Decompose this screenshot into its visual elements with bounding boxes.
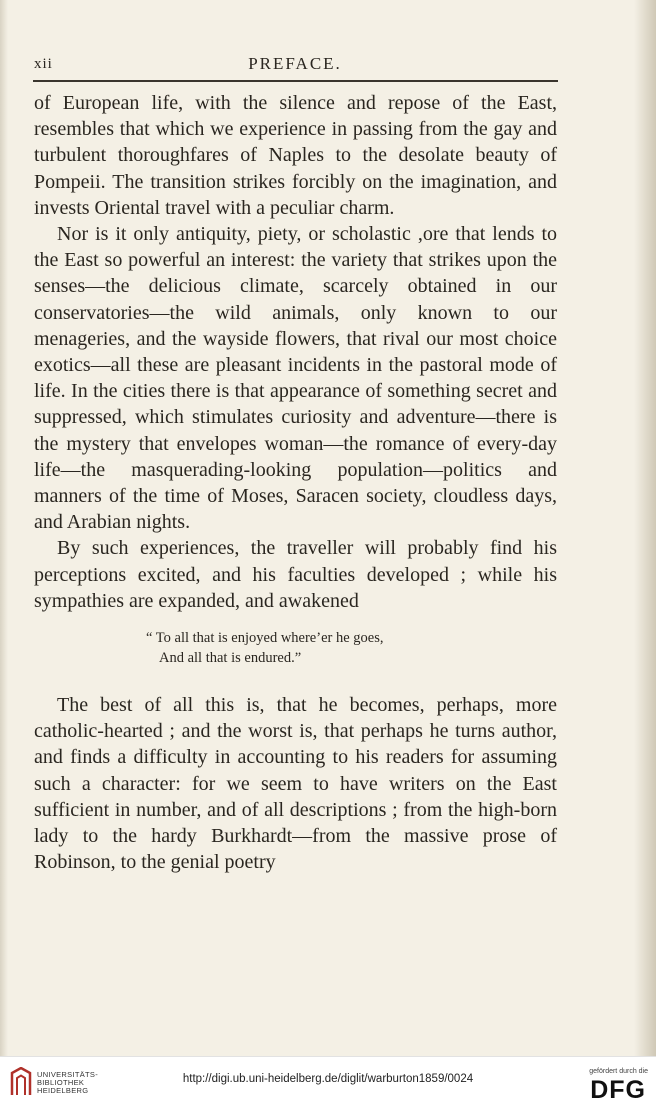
verse-line: “ To all that is enjoyed where’er he goes, — [146, 630, 384, 647]
running-head — [34, 54, 556, 76]
header-rule — [33, 80, 558, 82]
library-name: UNIVERSITÄTS- BIBLIOTHEK HEIDELBERG — [37, 1070, 98, 1095]
verse-line: And all that is endured.” — [159, 650, 302, 667]
page-gutter-shadow-right — [634, 0, 656, 1056]
verse-quotation — [34, 628, 557, 668]
viewer-footer — [0, 1056, 656, 1107]
dfg-logo[interactable]: DFG — [590, 1076, 646, 1104]
page-number: xii — [34, 56, 53, 72]
sponsor-caption: gefördert durch die — [589, 1068, 648, 1075]
paragraph: Nor is it only antiquity, piety, or scholastic ,ore that lends to the East so powerful an interest: the variety that strikes upon the senses—the delicious climate, scarcely obtained in our conservatories—the wild animals, only known to our menageries, and the wayside flowers, that rival our most choice exotics—all these are pleasant incidents in the pastoral mode of life. In the cities there is that appearance of something secret and suppressed, which stimulates curiosity and adventure—there is the mystery that envelopes woman—the romance of every-day life—the masquerading-looking population—politics and manners of the time of Moses, Saracen society, cloudless days, and Arabian nights. — [34, 223, 557, 534]
running-head-title: PREFACE. — [248, 54, 342, 73]
permalink-url[interactable]: http://digi.ub.uni-heidelberg.de/diglit/warburton1859/0024 — [182, 1073, 474, 1085]
paragraph: The best of all this is, that he becomes, perhaps, more catholic-hearted ; and the worst is, that perhaps he turns author, and finds a difficulty in accounting to his readers for assuming such a character: for we seem to have writers on the East sufficient in number, and of all descriptions ; from the high-born lady to the hardy Burkhardt—from the massive prose of Robinson, to the genial poetry — [34, 694, 557, 874]
paragraph: By such experiences, the traveller will probably find his perceptions excited, and his faculties developed ; while his sympathies are expanded, and awakened — [34, 537, 557, 612]
page-gutter-shadow-left — [0, 0, 8, 1056]
paragraph-continued: of European life, with the silence and repose of the East, resembles that which we experience in passing from the gay and turbulent thoroughfares of Naples to the desolate beauty of Pompeii. The transition strikes forcibly on the imagination, and invests Oriental travel with a peculiar charm. — [34, 92, 557, 219]
body-text — [34, 90, 557, 875]
